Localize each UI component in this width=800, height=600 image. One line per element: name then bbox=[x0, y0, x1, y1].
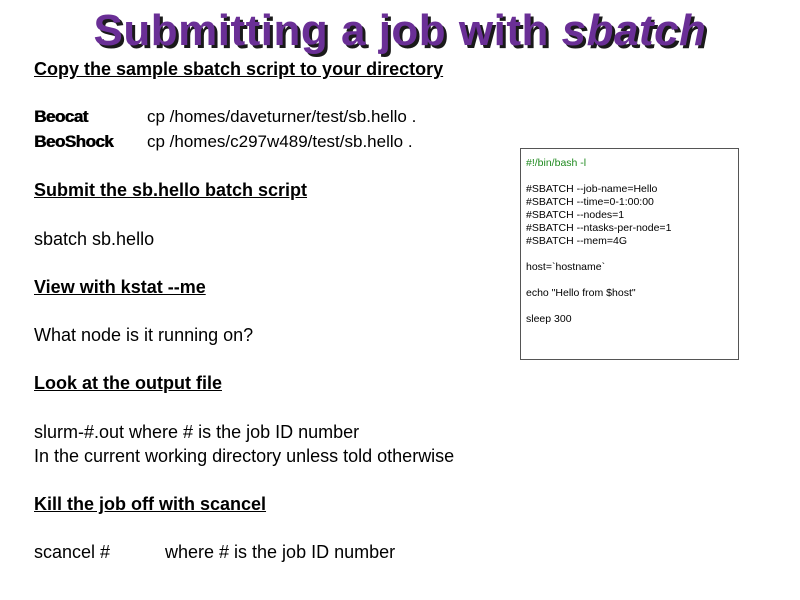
view-heading: View with kstat --me bbox=[34, 277, 206, 297]
copy-heading: Copy the sample sbatch script to your directory bbox=[34, 59, 444, 79]
beoshock-command: cp /homes/c297w489/test/sb.hello . bbox=[147, 132, 413, 151]
output-line-1: slurm-#.out where # is the job ID number bbox=[34, 422, 360, 442]
script-directive: #SBATCH --job-name=Hello bbox=[526, 183, 658, 195]
script-spacer bbox=[526, 170, 738, 183]
script-directive: #SBATCH --time=0-1:00:00 bbox=[526, 196, 654, 208]
title-emphasis: sbatch bbox=[561, 6, 707, 55]
script-shebang: #!/bin/bash -l bbox=[526, 157, 587, 169]
kill-heading: Kill the job off with scancel bbox=[34, 494, 267, 514]
beoshock-label: BeoShock bbox=[34, 132, 114, 151]
script-echo-line: echo "Hello from $host" bbox=[526, 287, 636, 299]
output-line-2: In the current working directory unless told otherwise bbox=[34, 446, 455, 466]
script-directive: #SBATCH --nodes=1 bbox=[526, 209, 625, 221]
kill-note: where # is the job ID number bbox=[165, 542, 396, 562]
beocat-label: Beocat bbox=[34, 107, 88, 126]
script-box bbox=[520, 148, 739, 360]
script-spacer bbox=[526, 274, 738, 287]
script-host-line: host=`hostname` bbox=[526, 261, 606, 273]
submit-command: sbatch sb.hello bbox=[34, 229, 155, 249]
kill-command: scancel # bbox=[34, 542, 111, 562]
submit-heading: Submit the sb.hello batch script bbox=[34, 180, 308, 200]
slide-title bbox=[0, 4, 800, 58]
output-heading: Look at the output file bbox=[34, 373, 222, 393]
title-prefix: Submitting a job with bbox=[93, 6, 562, 55]
script-directive: #SBATCH --mem=4G bbox=[526, 235, 628, 247]
script-directive: #SBATCH --ntasks-per-node=1 bbox=[526, 222, 672, 234]
beocat-command: cp /homes/daveturner/test/sb.hello . bbox=[147, 107, 417, 126]
view-question: What node is it running on? bbox=[34, 325, 254, 345]
script-spacer bbox=[526, 248, 738, 261]
script-spacer bbox=[526, 300, 738, 313]
script-sleep-line: sleep 300 bbox=[526, 313, 572, 325]
